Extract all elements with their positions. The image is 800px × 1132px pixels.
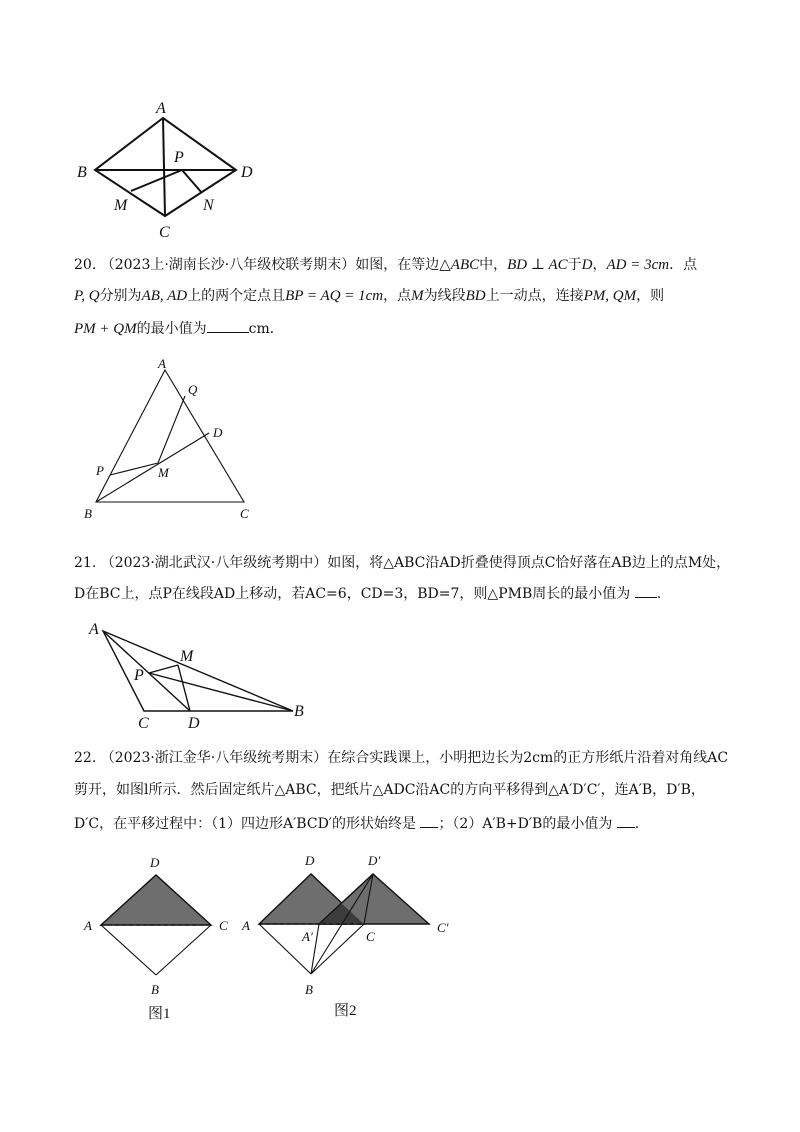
q22-line-1 xyxy=(74,748,734,768)
q20-line-1 xyxy=(74,255,734,275)
label-b: B xyxy=(77,164,87,181)
figure-22-fig2 xyxy=(241,853,449,1019)
q21-text-end: . xyxy=(656,586,662,602)
fig22a-label-a: A xyxy=(84,918,92,933)
figure-20-triangle xyxy=(84,356,249,521)
fig21-label-a: A xyxy=(89,621,99,638)
q20-text: cm． xyxy=(248,321,284,337)
q20-text: ，点 xyxy=(383,288,412,304)
fig22b-label-b: B xyxy=(305,982,313,997)
label-n: N xyxy=(203,197,214,214)
fig20-label-d: D xyxy=(213,425,223,440)
q20-text: 上的两个定点且 xyxy=(187,288,286,304)
q22-text-end: . xyxy=(634,816,640,832)
q20-text: ，则 xyxy=(636,288,665,304)
q20-text: 如图，在等边 xyxy=(355,257,440,273)
q20-text: 上一动点，连接 xyxy=(485,288,584,304)
label-a: A xyxy=(156,100,166,117)
q20-source: （2023上·湖南长沙·八年级校联考期末） xyxy=(100,257,356,273)
q20-line-3 xyxy=(74,318,734,339)
fig20-label-p: P xyxy=(96,463,104,478)
figure-21-triangle xyxy=(88,621,304,732)
fig22b-label-d: D xyxy=(305,853,315,868)
fig22a-label-b: B xyxy=(151,982,159,997)
fig22b-label-c: C xyxy=(366,929,375,944)
fig22b-label-a: A xyxy=(242,918,250,933)
q20-text: 于 xyxy=(567,257,582,273)
q20-math: D xyxy=(581,257,593,273)
q22-text-3a: D′C，在平移过程中：（1）四边形A′BCD′的形状始终是 xyxy=(74,816,421,832)
answer-blank xyxy=(635,583,657,598)
fig21-label-m: M xyxy=(180,648,194,665)
q20-math: BD ⊥ AC xyxy=(507,257,568,273)
q21-line-1 xyxy=(74,553,734,573)
answer-blank xyxy=(420,813,438,828)
answer-blank xyxy=(617,813,635,828)
q21-text-1: 如图，将△ABC沿AD折叠使得顶点C恰好落在AB边上的点M处， xyxy=(327,555,731,571)
fig22a-label-c: C xyxy=(219,918,228,933)
figure-22-fig1 xyxy=(83,855,228,1022)
q20-math: △ABC xyxy=(439,257,480,273)
fig20-label-b: B xyxy=(84,506,92,521)
q22-text-2: 剪开，如图l所示．然后固定纸片△ABC，把纸片△ADC沿AC的方向平移得到△A′D′C′，连A′B，D′B， xyxy=(74,782,705,798)
q22-text-1: 在综合实践课上，小明把边长为2cm的正方形纸片沿着对角线AC xyxy=(327,750,729,766)
fig22a-label-d: D xyxy=(150,855,160,870)
fig20-label-c: C xyxy=(240,506,249,521)
q20-text: 分别为 xyxy=(99,288,142,304)
answer-blank xyxy=(207,318,249,333)
fig21-label-d: D xyxy=(188,715,200,732)
q20-math: BP = AQ = 1cm xyxy=(285,288,384,304)
fig21-label-b: B xyxy=(294,703,304,720)
q20-math: PM, QM xyxy=(583,288,637,304)
q20-number: 20. xyxy=(74,257,97,273)
q22-text-3b: ；（2）A′B+D′B的最小值为 xyxy=(438,816,617,832)
label-p: P xyxy=(174,149,184,166)
fig21-label-c: C xyxy=(138,715,149,732)
q20-math: AD = 3cm xyxy=(606,257,670,273)
q21-source: （2023·湖北武汉·八年级统考期中） xyxy=(100,555,328,571)
q22-line-3 xyxy=(74,813,734,834)
q21-text-2: D在BC上，点P在线段AD上移动，若AC=6，CD=3，BD=7，则△PMB周长的最小值为 xyxy=(74,586,635,602)
label-c: C xyxy=(159,224,170,241)
label-d: D xyxy=(241,164,253,181)
fig20-label-m: M xyxy=(158,465,169,480)
q22-number: 22. xyxy=(74,750,97,766)
fig22b-label-d-prime: D′ xyxy=(368,853,381,868)
q20-math: AB, AD xyxy=(141,288,188,304)
fig20-label-a: A xyxy=(158,356,166,371)
q20-text: 中， xyxy=(479,257,508,273)
fig22b-label-c-prime: C′ xyxy=(437,920,449,935)
q20-text: ， xyxy=(592,257,607,273)
fig21-label-p: P xyxy=(134,667,144,684)
q20-text: 的最小值为 xyxy=(136,321,207,337)
figure-19-rhombus xyxy=(77,100,253,241)
q20-line-2 xyxy=(74,286,734,306)
q20-math: BD xyxy=(465,288,486,304)
q21-number: 21. xyxy=(74,555,97,571)
label-m: M xyxy=(114,197,128,214)
fig20-label-q: Q xyxy=(188,382,198,397)
q20-text: ．点 xyxy=(669,257,698,273)
q21-line-2 xyxy=(74,583,734,604)
q20-text: 为线段 xyxy=(423,288,466,304)
q22-source: （2023·浙江金华·八年级统考期末） xyxy=(100,750,328,766)
fig22b-caption: 图2 xyxy=(334,1003,357,1019)
q20-math: M xyxy=(411,288,424,304)
q22-line-2 xyxy=(74,780,734,800)
q20-math: P, Q xyxy=(74,288,100,304)
fig22a-caption: 图1 xyxy=(148,1006,171,1022)
fig22b-label-a-prime: A′ xyxy=(302,929,313,944)
q20-math: PM + QM xyxy=(74,321,137,337)
